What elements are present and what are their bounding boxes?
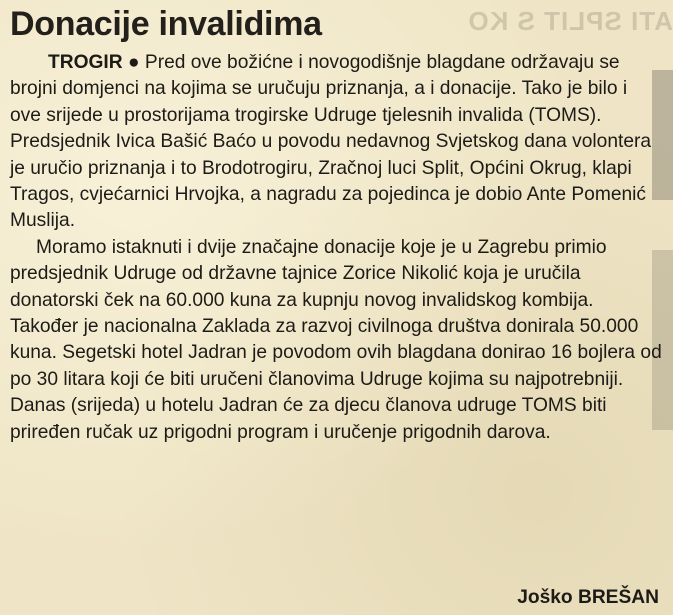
bullet-icon: ● <box>127 52 140 73</box>
dateline: TROGIR <box>48 52 123 73</box>
paragraph-text: Pred ove božićne i novogodišnje blagdane održavaju se brojni domjenci na kojima se uručuju priznanja, a i donacije. Tako je bilo i ove srijede u prostorijama trogirske Udruge tjelesnih invalida (TOMS). Predsjednik Ivica Bašić Baćo u povodu nedavnog Svjetskog dana volontera je uručio priznanja i to Brodotrogiru, Zračnoj luci Split, Općini Okrug, klapi Tragos, cvjećarnici Hrvojka, a nagradu za pojedinca je dobio Ante Pomenić Muslija. <box>10 52 652 232</box>
bleed-through-text: ATI SPLIT S KO <box>467 6 673 36</box>
author-byline: Joško BREŠAN <box>517 587 659 608</box>
paragraph: Moramo istaknuti i dvije značajne donacije koje je u Zagrebu primio predsjednik Udruge od državne tajnice Zorice Nikolić koja je uručila donatorski ček na 60.000 kuna za kupnju novog invalidskog kombija. Također je nacionalna Zaklada za razvoj civilnoga društva donirala 50.000 kuna. Segetski hotel Jadran je povodom ovih blagdana donirao 16 bojlera od po 30 litara koji će biti uručeni članovima Udruge kojima su najpotrebniji. Danas (srijeda) u hotelu Jadran će za djecu članova udruge TOMS biti priređen ručak uz prigodni program i uručenje prigodnih darova. <box>10 236 662 443</box>
article-title: Donacije invalidima <box>10 5 322 43</box>
article-body <box>10 50 662 446</box>
paragraph <box>10 50 662 235</box>
